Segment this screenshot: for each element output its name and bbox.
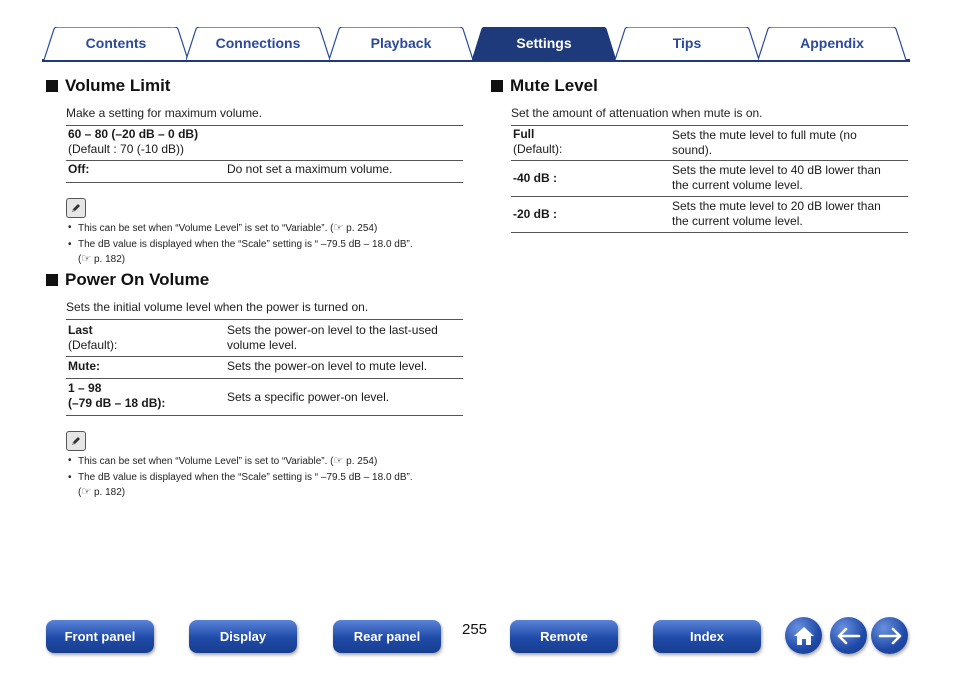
front-panel-label: Front panel: [64, 629, 136, 644]
section-title: [46, 270, 466, 290]
note-paren: (: [78, 487, 82, 498]
tab-settings[interactable]: [472, 27, 616, 59]
index-label: Index: [690, 629, 724, 644]
option-key-label: Last: [68, 323, 93, 337]
note-page-ref[interactable]: p. 182): [91, 254, 126, 265]
option-key-label: 1 – 98: [68, 381, 102, 395]
tab-playback[interactable]: [329, 27, 473, 59]
tab-appendix[interactable]: [758, 27, 906, 59]
option-value: Sets a specific power-on level.: [225, 379, 463, 416]
option-value: [670, 161, 908, 197]
table-row: [66, 126, 463, 161]
display-button[interactable]: [189, 620, 297, 653]
pointing-hand-icon: ☞: [333, 455, 344, 467]
mute-level-options-table: [511, 125, 908, 233]
table-row: [511, 161, 908, 197]
option-key-default: (Default):: [513, 142, 563, 156]
table-row: [66, 357, 463, 379]
tab-contents-label: Contents: [85, 35, 147, 51]
power-on-volume-options-table: [66, 319, 463, 416]
tab-playback-label: Playback: [370, 35, 432, 51]
option-key-label: 60 – 80 (–20 dB – 0 dB): [68, 127, 199, 141]
square-bullet-icon: [46, 80, 58, 92]
note-text: The dB value is displayed when the “Scale” setting is “ –79.5 dB – 18.0 dB”.: [78, 239, 413, 250]
option-key: Off:: [66, 161, 225, 183]
table-row: [66, 320, 463, 357]
volume-limit-title: Volume Limit: [65, 76, 171, 95]
note-item: [78, 221, 466, 236]
volume-limit-options-table: [66, 125, 463, 183]
option-value-line: Sets the power-on level to the last-used: [227, 323, 438, 337]
option-value-line: volume level.: [227, 338, 298, 352]
back-button[interactable]: [830, 617, 867, 654]
note-box: [66, 198, 466, 267]
table-row: [511, 197, 908, 233]
tab-appendix-label: Appendix: [800, 35, 864, 51]
note-page-ref[interactable]: p. 254): [343, 223, 378, 234]
option-key: [511, 126, 670, 161]
power-on-volume-description: Sets the initial volume level when the power is turned on.: [66, 300, 369, 314]
table-row: [66, 379, 463, 416]
option-key-default: (Default : 70 (-10 dB)): [68, 142, 185, 156]
home-icon: [792, 625, 816, 647]
forward-button[interactable]: [871, 617, 908, 654]
pencil-icon: [66, 198, 86, 218]
note-item: [78, 454, 466, 469]
section-title: [491, 76, 911, 96]
section-title: [46, 76, 466, 96]
tab-connections[interactable]: [186, 27, 330, 59]
option-value-line: Sets the mute level to 40 dB lower than: [672, 163, 881, 177]
option-key-label: Full: [513, 127, 535, 141]
option-value: [670, 126, 908, 161]
note-paren: (: [78, 254, 82, 265]
option-value: [225, 126, 463, 161]
index-button[interactable]: [653, 620, 761, 653]
power-on-volume-title: Power On Volume: [65, 270, 210, 289]
option-key: [66, 126, 225, 161]
pencil-icon: [66, 431, 86, 451]
page-number: 255: [462, 621, 488, 638]
note-page-ref[interactable]: p. 182): [91, 487, 126, 498]
tab-settings-label: Settings: [516, 35, 572, 51]
note-box: [66, 431, 466, 500]
top-tab-bar: [42, 27, 910, 63]
option-value: Do not set a maximum volume.: [225, 161, 463, 183]
note-page-ref[interactable]: p. 254): [343, 456, 378, 467]
note-item: [78, 238, 466, 267]
tab-tips-label: Tips: [672, 35, 702, 51]
option-key: -40 dB :: [511, 161, 670, 197]
option-value: [670, 197, 908, 233]
tab-connections-label: Connections: [215, 35, 301, 51]
front-panel-button[interactable]: [46, 620, 154, 653]
table-row: [511, 126, 908, 161]
pointing-hand-icon: ☞: [81, 486, 92, 498]
option-key: [66, 320, 225, 357]
note-text: The dB value is displayed when the “Scale” setting is “ –79.5 dB – 18.0 dB”.: [78, 472, 413, 483]
arrow-right-icon: [877, 627, 903, 645]
remote-label: Remote: [540, 629, 588, 644]
option-key-range: (–79 dB – 18 dB):: [68, 396, 166, 410]
option-value-line: sound).: [672, 143, 713, 157]
option-key: [66, 379, 225, 416]
tab-contents[interactable]: [44, 27, 188, 59]
option-value-line: Sets the mute level to full mute (no: [672, 128, 857, 142]
note-item: [78, 471, 466, 500]
option-value-line: the current volume level.: [672, 214, 803, 228]
square-bullet-icon: [491, 80, 503, 92]
pointing-hand-icon: ☞: [333, 222, 344, 234]
option-value-line: Sets the mute level to 20 dB lower than: [672, 199, 881, 213]
display-label: Display: [219, 629, 267, 644]
option-key-default: (Default):: [68, 338, 118, 352]
note-text: This can be set when “Volume Level” is set to “Variable”. (: [78, 223, 334, 234]
home-button[interactable]: [785, 617, 822, 654]
note-text: This can be set when “Volume Level” is set to “Variable”. (: [78, 456, 334, 467]
table-row: [66, 161, 463, 183]
pointing-hand-icon: ☞: [81, 253, 92, 265]
rear-panel-button[interactable]: [333, 620, 441, 653]
option-key: Mute:: [66, 357, 225, 379]
section-power-on-volume: [46, 270, 466, 500]
section-volume-limit: [46, 76, 466, 267]
section-mute-level: [491, 76, 911, 233]
rear-panel-label: Rear panel: [353, 629, 421, 644]
volume-limit-description: Make a setting for maximum volume.: [66, 106, 263, 120]
remote-button[interactable]: [510, 620, 618, 653]
arrow-left-icon: [836, 627, 862, 645]
option-key: -20 dB :: [511, 197, 670, 233]
tab-tips[interactable]: [615, 27, 759, 59]
mute-level-title: Mute Level: [510, 76, 598, 95]
option-value-line: the current volume level.: [672, 178, 803, 192]
option-value: Sets the power-on level to mute level.: [225, 357, 463, 379]
option-value: [225, 320, 463, 357]
mute-level-description: Set the amount of attenuation when mute is on.: [511, 106, 763, 120]
square-bullet-icon: [46, 274, 58, 286]
